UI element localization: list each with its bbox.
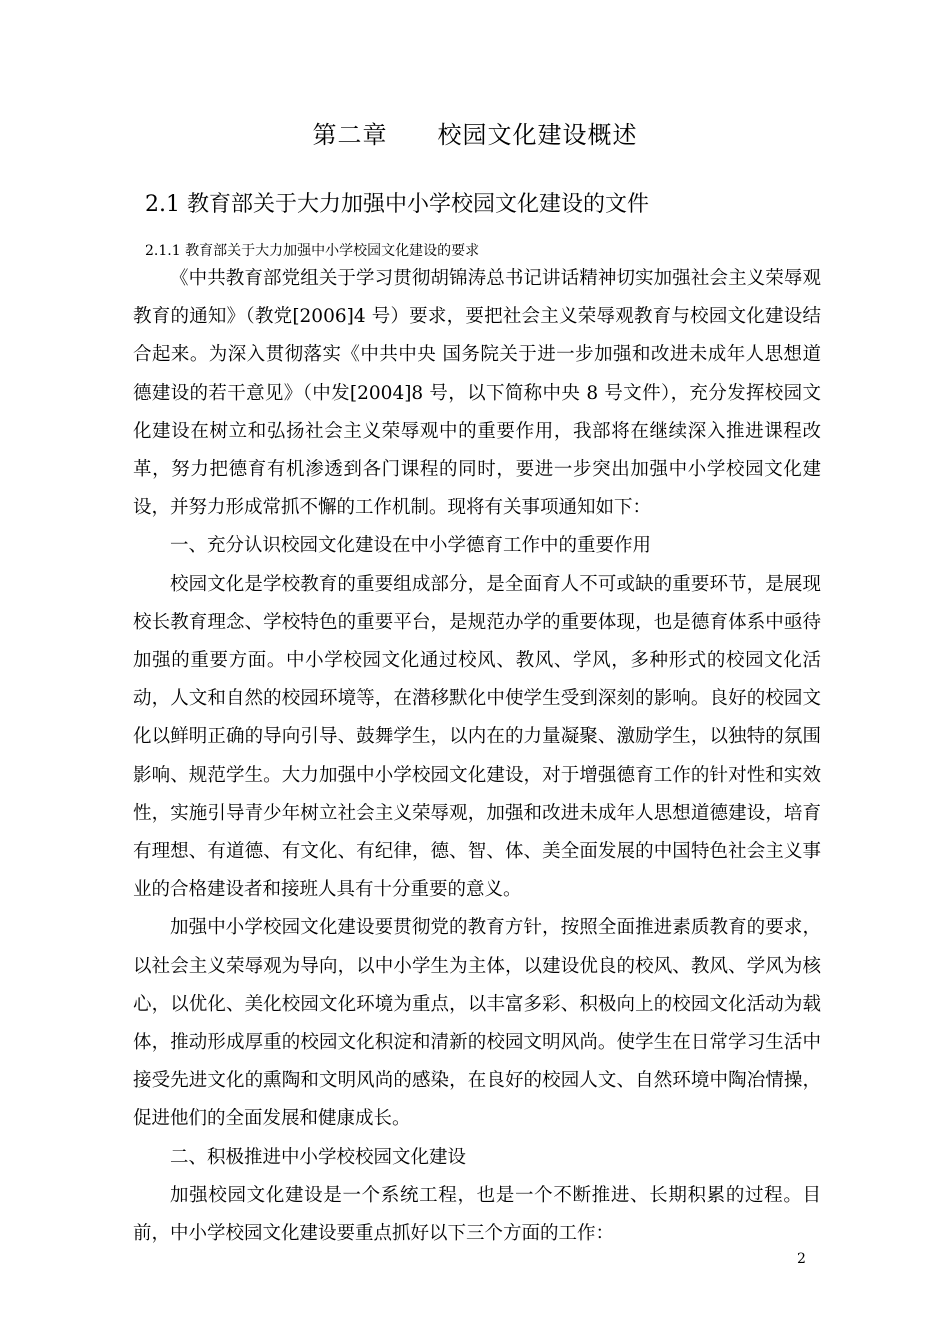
- body-text: [133, 260, 821, 1253]
- paragraph: 《中共教育部党组关于学习贯彻胡锦涛总书记讲话精神切实加强社会主义荣辱观教育的通知》（教党[2006]4 号）要求，要把社会主义荣辱观教育与校园文化建设结合起来。为深入贯彻落实《中共中央 国务院关于进一步加强和改进未成年人思想道德建设的若干意见》（中发[2004]8 号，以下简称中央 8 号文件），充分发挥校园文化建设在树立和弘扬社会主义荣辱观中的重要作用，我部将在继续深入推进课程改革，努力把德育有机渗透到各门课程的同时，要进一步突出加强中小学校园文化建设，并努力形成常抓不懈的工作机制。现将有关事项通知如下：: [133, 268, 821, 519]
- paragraph: 校园文化是学校教育的重要组成部分，是全面育人不可或缺的重要环节，是展现校长教育理念、学校特色的重要平台，是规范办学的重要体现，也是德育体系中亟待加强的重要方面。中小学校园文化通过校风、教风、学风，多种形式的校园文化活动，人文和自然的校园环境等，在潜移默化中使学生受到深刻的影响。良好的校园文化以鲜明正确的导向引导、鼓舞学生，以内在的力量凝聚、激励学生，以独特的氛围影响、规范学生。大力加强中小学校园文化建设，对于增强德育工作的针对性和实效性，实施引导青少年树立社会主义荣辱观，加强和改进未成年人思想道德建设，培育有理想、有道德、有文化、有纪律，德、智、体、美全面发展的中国特色社会主义事业的合格建设者和接班人具有十分重要的意义。: [133, 573, 821, 901]
- paragraph-heading: 二、积极推进中小学校校园文化建设: [170, 1146, 467, 1168]
- paragraph: 加强校园文化建设是一个系统工程，也是一个不断推进、长期积累的过程。目前，中小学校园文化建设要重点抓好以下三个方面的工作：: [133, 1184, 821, 1245]
- paragraph-heading: 一、充分认识校园文化建设在中小学德育工作中的重要作用: [170, 535, 652, 557]
- paragraph: 加强中小学校园文化建设要贯彻党的教育方针，按照全面推进素质教育的要求，以社会主义荣辱观为导向，以中小学生为主体，以建设优良的校风、教风、学风为核心，以优化、美化校园文化环境为重点，以丰富多彩、积极向上的校园文化活动为载体，推动形成厚重的校园文化积淀和清新的校园文明风尚。使学生在日常学习生活中接受先进文化的熏陶和文明风尚的感染，在良好的校园人文、自然环境中陶冶情操，促进他们的全面发展和健康成长。: [133, 917, 821, 1130]
- subsection-title: 2.1.1 教育部关于大力加强中小学校园文化建设的要求: [145, 243, 480, 259]
- section-title: 2.1 教育部关于大力加强中小学校园文化建设的文件: [145, 192, 649, 217]
- chapter-title: 第二章 校园文化建设概述: [312, 121, 638, 149]
- page-number: 2: [797, 1251, 806, 1267]
